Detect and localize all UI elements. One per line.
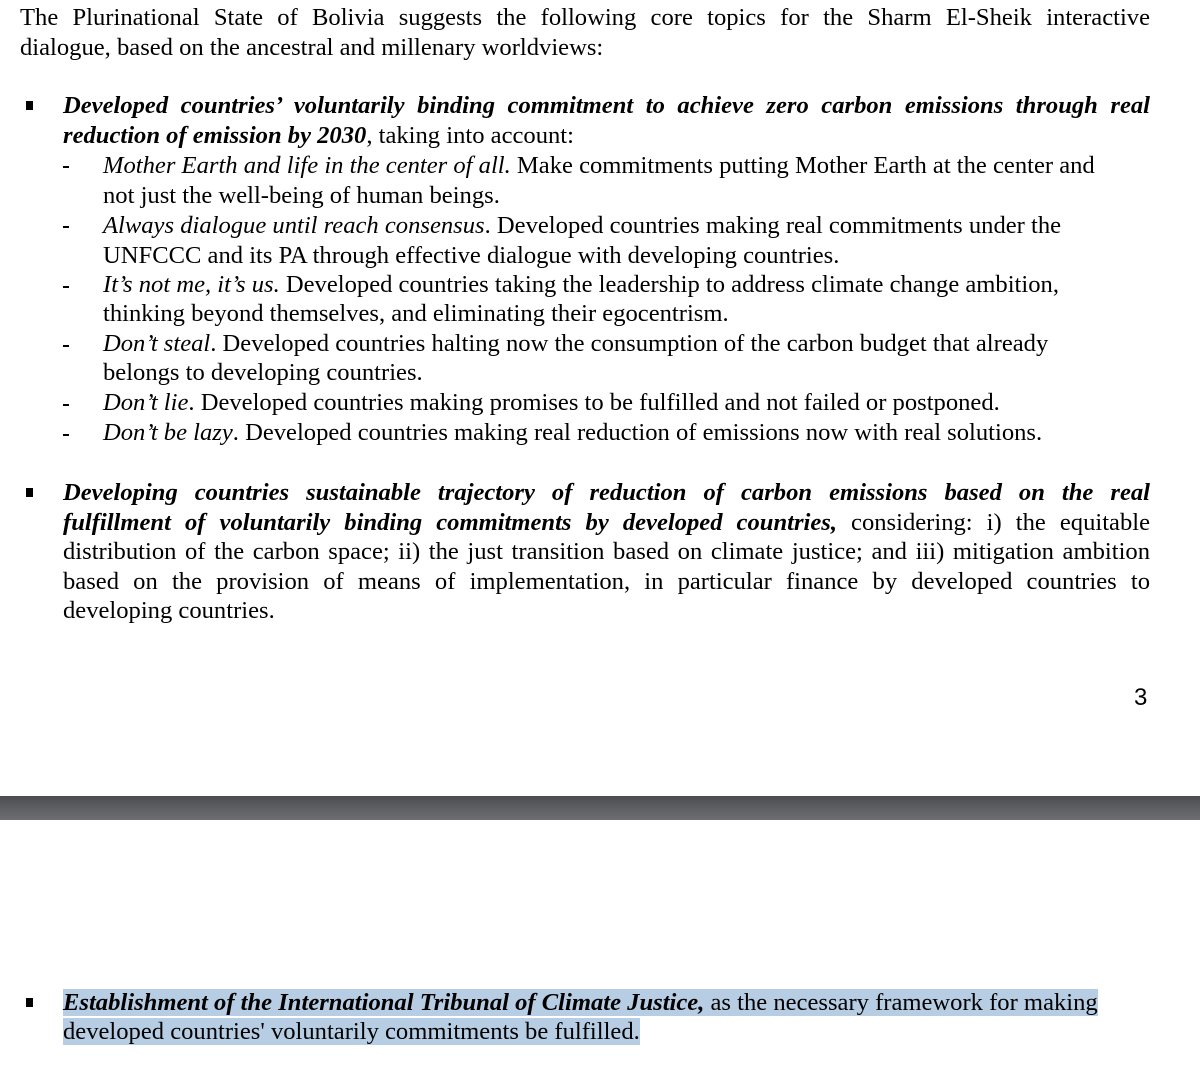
topic1-title-line-2: reduction of emission by 2030, taking into account:	[63, 122, 574, 149]
bullet-icon	[26, 488, 33, 497]
dash-icon	[63, 345, 69, 347]
topic2-line-2: fulfillment of voluntarily binding commitments by developed countries, considering: i) the equitable	[63, 509, 1150, 536]
dash-icon	[63, 166, 69, 168]
intro-line-1: The Plurinational State of Bolivia suggests the following core topics for the Sharm El-Sheik interactive	[20, 4, 1150, 31]
bullet-icon	[26, 101, 33, 110]
page-number: 3	[1134, 684, 1148, 711]
dash-icon	[63, 434, 69, 436]
topic2-line-5: developing countries.	[63, 597, 275, 624]
topic1-item-1-cont: not just the well-being of human beings.	[103, 182, 500, 209]
topic1-item-6: Don’t be lazy. Developed countries making real reduction of emissions now with real solutions.	[103, 419, 1043, 446]
topic2-line-1: Developing countries sustainable trajectory of reduction of carbon emissions based on the real	[63, 479, 1150, 506]
topic1-item-3-cont: thinking beyond themselves, and eliminating their egocentrism.	[103, 300, 729, 327]
dash-icon	[63, 404, 69, 406]
intro-line-2: dialogue, based on the ancestral and millenary worldviews:	[20, 34, 604, 61]
selected-text[interactable]: Establishment of the International Tribunal of Climate Justice,	[63, 989, 705, 1016]
topic1-item-1: Mother Earth and life in the center of all. Make commitments putting Mother Earth at the center and	[103, 152, 1095, 179]
topic2-line-3: distribution of the carbon space; ii) the just transition based on climate justice; and iii) mitigation ambition	[63, 538, 1150, 565]
topic1-item-2: Always dialogue until reach consensus. Developed countries making real commitments under the	[103, 212, 1062, 239]
topic3-line-2[interactable]	[63, 1017, 640, 1047]
topic1-title-line-1: Developed countries’ voluntarily binding commitment to achieve zero carbon emissions through real	[63, 92, 1150, 119]
topic1-item-2-cont: UNFCCC and its PA through effective dialogue with developing countries.	[103, 242, 840, 269]
dash-icon	[63, 226, 69, 228]
selected-text[interactable]: developed countries' voluntarily commitments be fulfilled.	[63, 1018, 640, 1045]
topic1-item-5: Don’t lie. Developed countries making promises to be fulfilled and not failed or postponed.	[103, 389, 1000, 416]
topic3-line-1[interactable]	[63, 988, 1098, 1018]
selected-text[interactable]: as the necessary framework for making	[704, 989, 1098, 1016]
bullet-icon	[26, 998, 33, 1007]
document-page-next	[0, 820, 1200, 1066]
topic2-line-4: based on the provision of means of implementation, in particular finance by developed countries to	[63, 568, 1150, 595]
page-gap-divider	[0, 796, 1200, 820]
dash-icon	[63, 286, 69, 288]
topic1-item-4: Don’t steal. Developed countries halting now the consumption of the carbon budget that already	[103, 330, 1049, 357]
topic1-item-3: It’s not me, it’s us. Developed countries taking the leadership to address climate change ambition,	[103, 271, 1059, 298]
topic1-item-4-cont: belongs to developing countries.	[103, 359, 423, 386]
